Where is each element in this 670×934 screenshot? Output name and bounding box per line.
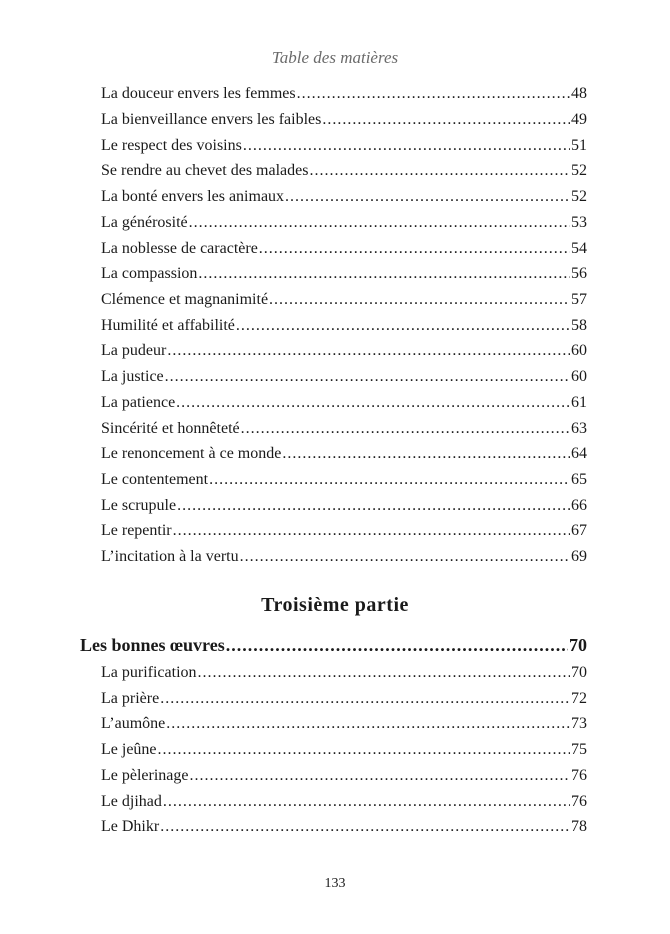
toc-entry[interactable] [101,316,587,336]
toc-entry-page: 61 [571,394,587,411]
toc-entry-title: La noblesse de caractère [101,240,258,257]
toc-entry-page: 63 [571,420,587,437]
toc-entry-page: 56 [571,265,587,282]
dot-leader [163,792,570,812]
toc-entry-title: Le repentir [101,522,172,539]
dot-leader [160,817,570,837]
dot-leader [198,663,570,683]
toc-entry-page: 66 [571,497,587,514]
toc-entry-title: La générosité [101,214,188,231]
toc-entry-title: L’incitation à la vertu [101,548,239,565]
toc-entry-title: Clémence et magnanimité [101,291,269,308]
toc-entry[interactable] [101,714,587,734]
toc-entry-page: 76 [571,793,587,810]
toc-entry-title: Le jeûne [101,741,157,758]
part-heading: Troisième partie [261,594,409,616]
toc-entry[interactable] [101,817,587,837]
dot-leader [236,316,570,336]
dot-leader [177,496,570,516]
toc-entry-page: 51 [571,137,587,154]
toc-entry-page: 58 [571,317,587,334]
toc-entry[interactable] [101,84,587,104]
toc-entry-page: 75 [571,741,587,758]
toc-entry-title: Le respect des voisins [101,137,242,154]
page-number: 133 [324,876,346,891]
toc-entry-page: 53 [571,214,587,231]
toc-entry-title: Se rendre au chevet des malades [101,162,309,179]
toc-entry-title: La bienveillance envers les faibles [101,111,322,128]
toc-entry[interactable] [101,367,587,387]
dot-leader [160,689,570,709]
dot-leader [322,110,570,130]
toc-entry[interactable] [101,419,587,439]
toc-entry-page: 60 [571,368,587,385]
toc-entry-title: Le renoncement à ce monde [101,445,282,462]
dot-leader [243,136,570,156]
toc-entry-title: Humilité et affabilité [101,317,235,334]
toc-entry[interactable] [101,110,587,130]
toc-entry-title: Le contentement [101,471,209,488]
dot-leader [297,84,570,104]
toc-entry[interactable] [101,689,587,709]
dot-leader [241,419,570,439]
dot-leader [226,634,568,656]
dot-leader [259,239,570,259]
toc-entry-title: La purification [101,664,197,681]
dot-leader [166,714,570,734]
toc-entry-page: 60 [571,342,587,359]
toc-section-entry[interactable] [80,634,587,656]
dot-leader [165,367,570,387]
toc-entry-page: 48 [571,85,587,102]
toc-entry[interactable] [101,444,587,464]
toc-entry[interactable] [101,663,587,683]
toc-entry-title: Le pèlerinage [101,767,189,784]
dot-leader [158,740,570,760]
toc-entry-title: Le djihad [101,793,162,810]
toc-entry-title: Sincérité et honnêteté [101,420,240,437]
toc-entry[interactable] [101,766,587,786]
toc-entry-page: 57 [571,291,587,308]
dot-leader [176,393,570,413]
dot-leader [240,547,570,567]
toc-entry[interactable] [101,547,587,567]
toc-entry-page: 49 [571,111,587,128]
dot-leader [269,290,570,310]
toc-entry[interactable] [101,161,587,181]
toc-entry-page: 64 [571,445,587,462]
toc-entry-title: Le Dhikr [101,818,160,835]
toc-entry-page: 54 [571,240,587,257]
toc-section-page: 70 [569,635,587,655]
toc-entry-title: La patience [101,394,176,411]
toc-entry-page: 73 [571,715,587,732]
toc-entry[interactable] [101,740,587,760]
toc-entry-title: La pudeur [101,342,167,359]
toc-entry[interactable] [101,792,587,812]
toc-entry-title: L’aumône [101,715,166,732]
toc-entry-page: 78 [571,818,587,835]
toc-entry[interactable] [101,521,587,541]
toc-entry-title: La douceur envers les femmes [101,85,296,102]
running-head: Table des matières [271,48,399,67]
toc-entry[interactable] [101,496,587,516]
dot-leader [309,161,570,181]
toc-entry-title: La justice [101,368,164,385]
toc-entry-page: 72 [571,690,587,707]
toc-entry[interactable] [101,213,587,233]
dot-leader [190,766,571,786]
toc-entry-page: 70 [571,664,587,681]
dot-leader [209,470,570,490]
dot-leader [189,213,570,233]
toc-entry-page: 67 [571,522,587,539]
dot-leader [198,264,570,284]
toc-entry[interactable] [101,264,587,284]
toc-entry[interactable] [101,393,587,413]
toc-entry-page: 52 [571,188,587,205]
toc-entry[interactable] [101,136,587,156]
toc-entry-title: Le scrupule [101,497,177,514]
toc-entry-page: 65 [571,471,587,488]
toc-entry-title: La prière [101,690,160,707]
toc-section-title: Les bonnes œuvres [80,635,225,655]
toc-entry[interactable] [101,341,587,361]
dot-leader [167,341,570,361]
toc-entry[interactable] [101,187,587,207]
toc-entry[interactable] [101,239,587,259]
toc-entry[interactable] [101,470,587,490]
toc-entry-page: 76 [571,767,587,784]
toc-entry-page: 69 [571,548,587,565]
dot-leader [173,521,570,541]
toc-entry-page: 52 [571,162,587,179]
toc-entry-title: La bonté envers les animaux [101,188,285,205]
dot-leader [285,187,570,207]
toc-entry[interactable] [101,290,587,310]
dot-leader [282,444,570,464]
toc-entry-title: La compassion [101,265,198,282]
